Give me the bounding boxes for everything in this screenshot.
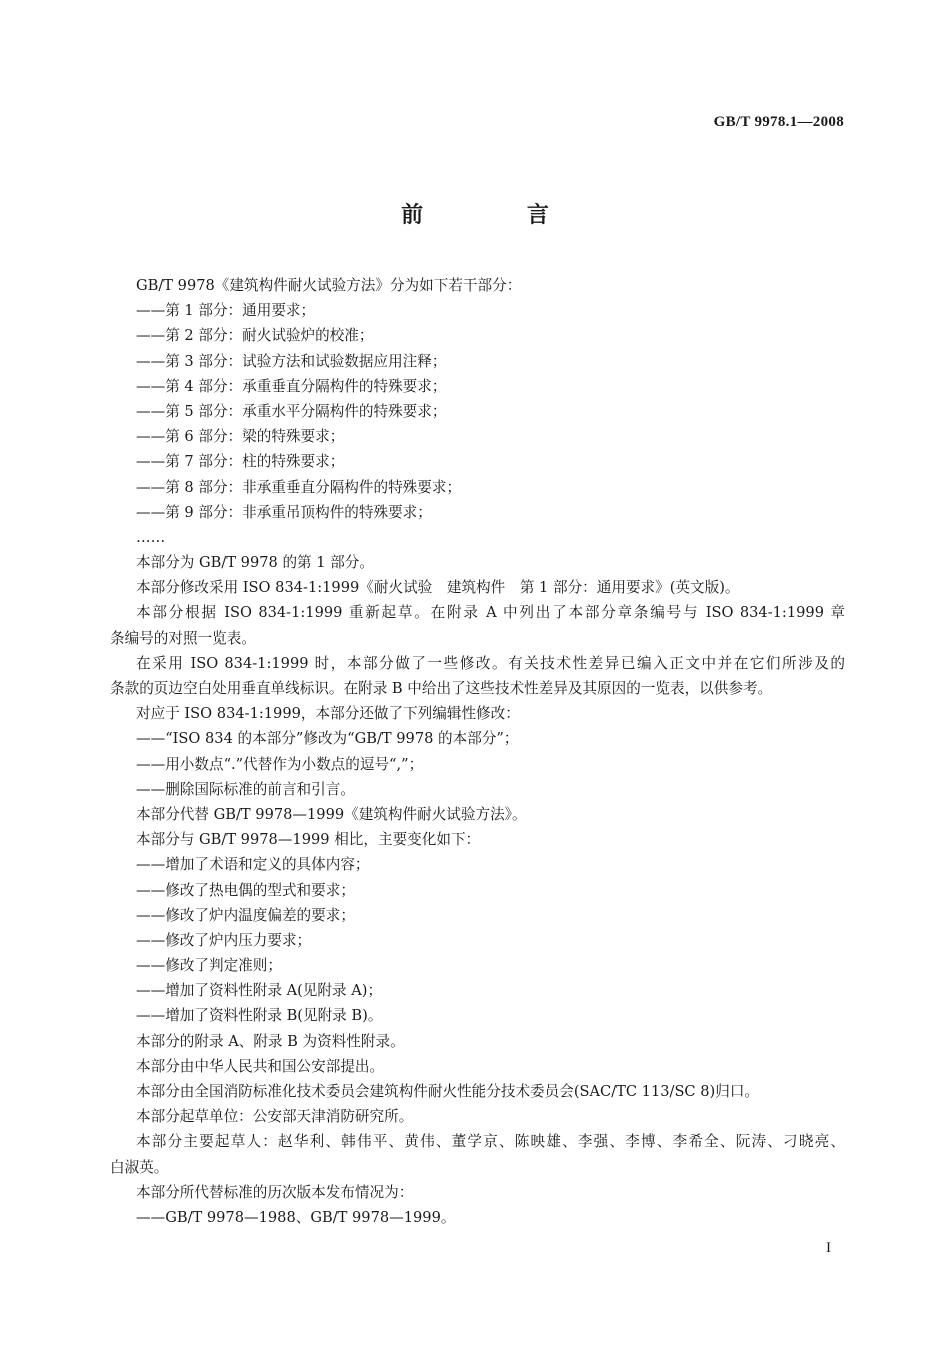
page-title: 前 言	[401, 202, 597, 228]
text-line: ——增加了资料性附录 A(见附录 A)；	[136, 982, 383, 1000]
text-line: 在采用 ISO 834-1:1999 时，本部分做了一些修改。有关技术性差异已编入正文中并在它们所涉及的	[136, 654, 845, 672]
text-line: 本部分所代替标准的历次版本发布情况为：	[136, 1183, 414, 1201]
text-line: 本部分根据 ISO 834-1:1999 重新起草。在附录 A 中列出了本部分章条编号与 ISO 834-1:1999 章	[136, 604, 845, 622]
text-line: ——修改了判定准则；	[136, 957, 282, 975]
text-line: ……	[136, 528, 166, 546]
text-line: ——修改了炉内压力要求；	[136, 931, 312, 949]
text-line: ——第 4 部分：承重垂直分隔构件的特殊要求；	[136, 377, 447, 395]
text-line: 白淑英。	[110, 1158, 169, 1176]
text-line: ——第 6 部分：梁的特殊要求；	[136, 428, 345, 446]
text-line: 条款的页边空白处用垂直单线标识。在附录 B 中给出了这些技术性差异及其原因的一览表，以供参考。	[110, 680, 773, 697]
text-line: 对应于 ISO 834-1:1999，本部分还做了下列编辑性修改：	[136, 705, 520, 723]
text-line: 条编号的对照一览表。	[110, 629, 256, 647]
text-line: ——第 1 部分：通用要求；	[136, 302, 316, 320]
text-line: ——第 2 部分：耐火试验炉的校准；	[136, 327, 374, 345]
standard-number-header: GB/T 9978.1—2008	[713, 114, 844, 130]
text-line: ——用小数点“.”代替作为小数点的逗号“,”；	[136, 755, 424, 773]
text-line: ——修改了热电偶的型式和要求；	[136, 881, 355, 899]
text-line: GB/T 9978《建筑构件耐火试验方法》分为如下若干部分：	[136, 277, 522, 294]
text-line: 本部分由中华人民共和国公安部提出。	[136, 1057, 385, 1075]
text-line: 本部分与 GB/T 9978—1999 相比，主要变化如下：	[136, 831, 481, 849]
text-line: 本部分代替 GB/T 9978—1999《建筑构件耐火试验方法》。	[136, 805, 527, 823]
text-line: 本部分修改采用 ISO 834-1:1999《耐火试验 建筑构件 第 1 部分：通用要求》(英文版)。	[136, 579, 740, 597]
text-line: ——删除国际标准的前言和引言。	[136, 780, 355, 798]
text-line: 本部分的附录 A、附录 B 为资料性附录。	[136, 1032, 405, 1050]
text-line: ——增加了资料性附录 B(见附录 B)。	[136, 1007, 383, 1025]
text-line: 本部分由全国消防标准化技术委员会建筑构件耐火性能分技术委员会(SAC/TC 113/SC 8)归口。	[136, 1083, 760, 1100]
text-line: ——GB/T 9978—1988、GB/T 9978—1999。	[136, 1208, 456, 1226]
text-line: ——第 3 部分：试验方法和试验数据应用注释；	[136, 352, 447, 370]
text-line: ——增加了术语和定义的具体内容；	[136, 856, 370, 874]
text-line: 本部分起草单位：公安部天津消防研究所。	[136, 1108, 414, 1126]
text-line: ——修改了炉内温度偏差的要求；	[136, 906, 355, 924]
text-line: ——第 5 部分：承重水平分隔构件的特殊要求；	[136, 402, 447, 420]
text-line: ——第 7 部分：柱的特殊要求；	[136, 453, 345, 471]
text-line: ——“ISO 834 的本部分”修改为“GB/T 9978 的本部分”；	[136, 730, 519, 748]
text-line: ——第 9 部分：非承重吊顶构件的特殊要求；	[136, 503, 432, 521]
text-line: 本部分主要起草人：赵华利、韩伟平、黄伟、董学京、陈映雄、李强、李博、李希全、阮涛、刁晓亮、	[136, 1133, 845, 1151]
text-line: 本部分为 GB/T 9978 的第 1 部分。	[136, 554, 374, 572]
foreword-body	[110, 273, 845, 1230]
text-line: ——第 8 部分：非承重垂直分隔构件的特殊要求；	[136, 478, 462, 496]
page-number: I	[826, 1240, 831, 1256]
